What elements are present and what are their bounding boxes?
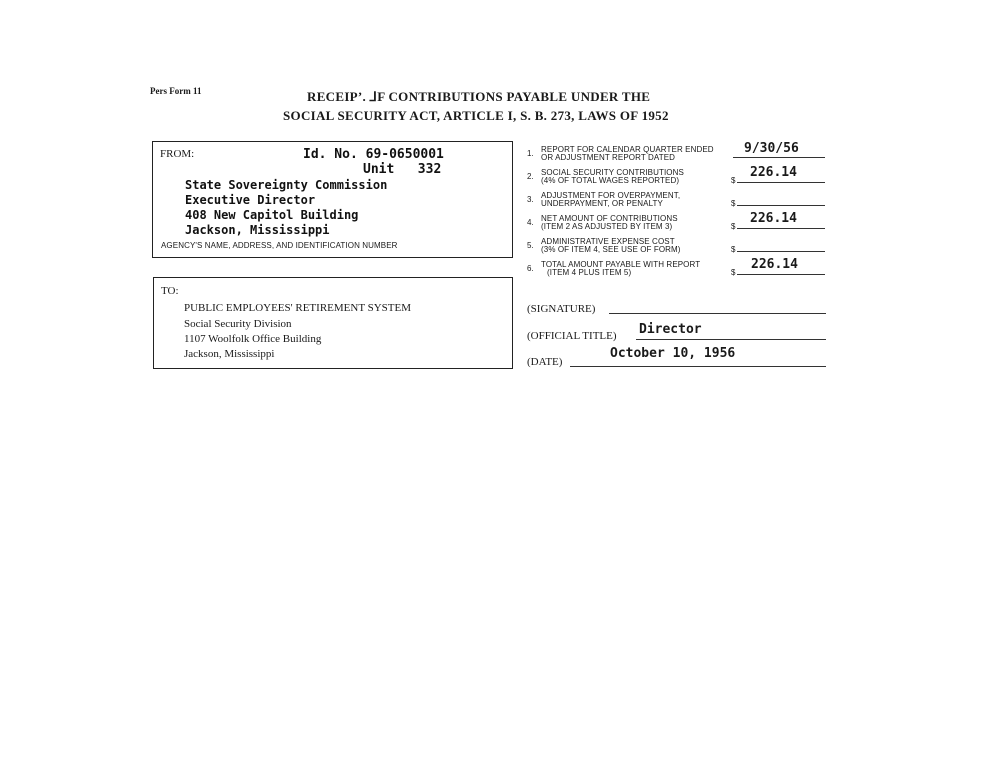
official-title-line [636,339,826,340]
item-label: SOCIAL SECURITY CONTRIBUTIONS [541,168,684,177]
recipient-line: Social Security Division [184,318,292,330]
form-number: Pers Form 11 [150,86,202,96]
item-rule [733,157,825,158]
date-value: October 10, 1956 [610,346,736,361]
item-number: 5. [527,241,534,250]
form-title-line-2: SOCIAL SECURITY ACT, ARTICLE I, S. B. 273, LAWS OF 1952 [283,108,669,123]
agency-caption: AGENCY'S NAME, ADDRESS, AND IDENTIFICATION NUMBER [161,241,398,250]
item-label: (ITEM 4 PLUS ITEM 5) [547,268,632,277]
recipient-line: Jackson, Mississippi [184,348,275,360]
agency-address-line: 408 New Capitol Building [185,208,359,222]
dollar-sign: $ [731,199,736,208]
item-rule [737,274,825,275]
form-title-line-1: RECEIP’. ⅃F CONTRIBUTIONS PAYABLE UNDER THE [307,89,651,104]
agency-name-line: Executive Director [185,193,316,207]
item-number: 2. [527,172,534,181]
item-label: NET AMOUNT OF CONTRIBUTIONS [541,214,678,223]
item-amount: 9/30/56 [744,141,799,156]
item-rule [737,205,825,206]
date-line [570,366,826,367]
official-title-value: Director [639,322,702,337]
signature-line [609,313,826,314]
recipient-line: 1107 Woolfolk Office Building [184,333,322,345]
agency-city-line: Jackson, Mississippi [185,223,330,237]
dollar-sign: $ [731,268,736,277]
item-label: ADJUSTMENT FOR OVERPAYMENT, [541,191,681,200]
official-title-label: (OFFICIAL TITLE) [527,330,617,342]
agency-id-number: Id. No. 69-0650001 [303,147,444,162]
item-number: 4. [527,218,534,227]
from-box [152,141,513,258]
dollar-sign: $ [731,245,736,254]
item-label: ADMINISTRATIVE EXPENSE COST [541,237,675,246]
signature-label: (SIGNATURE) [527,303,596,315]
item-number: 6. [527,264,534,273]
item-label: REPORT FOR CALENDAR QUARTER ENDED [541,145,714,154]
to-label: TO: [161,285,179,297]
to-box [153,277,513,369]
item-rule [737,182,825,183]
agency-unit: Unit 332 [363,162,442,177]
date-label: (DATE) [527,356,563,368]
item-number: 3. [527,195,534,204]
item-label: (3% OF ITEM 4, SEE USE OF FORM) [541,245,681,254]
item-rule [737,228,825,229]
item-label: (ITEM 2 AS ADJUSTED BY ITEM 3) [541,222,673,231]
item-label: UNDERPAYMENT, OR PENALTY [541,199,663,208]
from-label: FROM: [160,148,195,160]
item-amount: 226.14 [750,165,797,180]
dollar-sign: $ [731,176,736,185]
item-label: (4% OF TOTAL WAGES REPORTED) [541,176,680,185]
item-amount: 226.14 [750,211,797,226]
item-amount: 226.14 [751,257,798,272]
item-label: OR ADJUSTMENT REPORT DATED [541,153,676,162]
agency-name-line: State Sovereignty Commission [185,178,388,192]
item-rule [737,251,825,252]
item-label: TOTAL AMOUNT PAYABLE WITH REPORT [541,260,701,269]
item-number: 1. [527,149,534,158]
recipient-line: PUBLIC EMPLOYEES' RETIREMENT SYSTEM [184,302,411,314]
dollar-sign: $ [731,222,736,231]
